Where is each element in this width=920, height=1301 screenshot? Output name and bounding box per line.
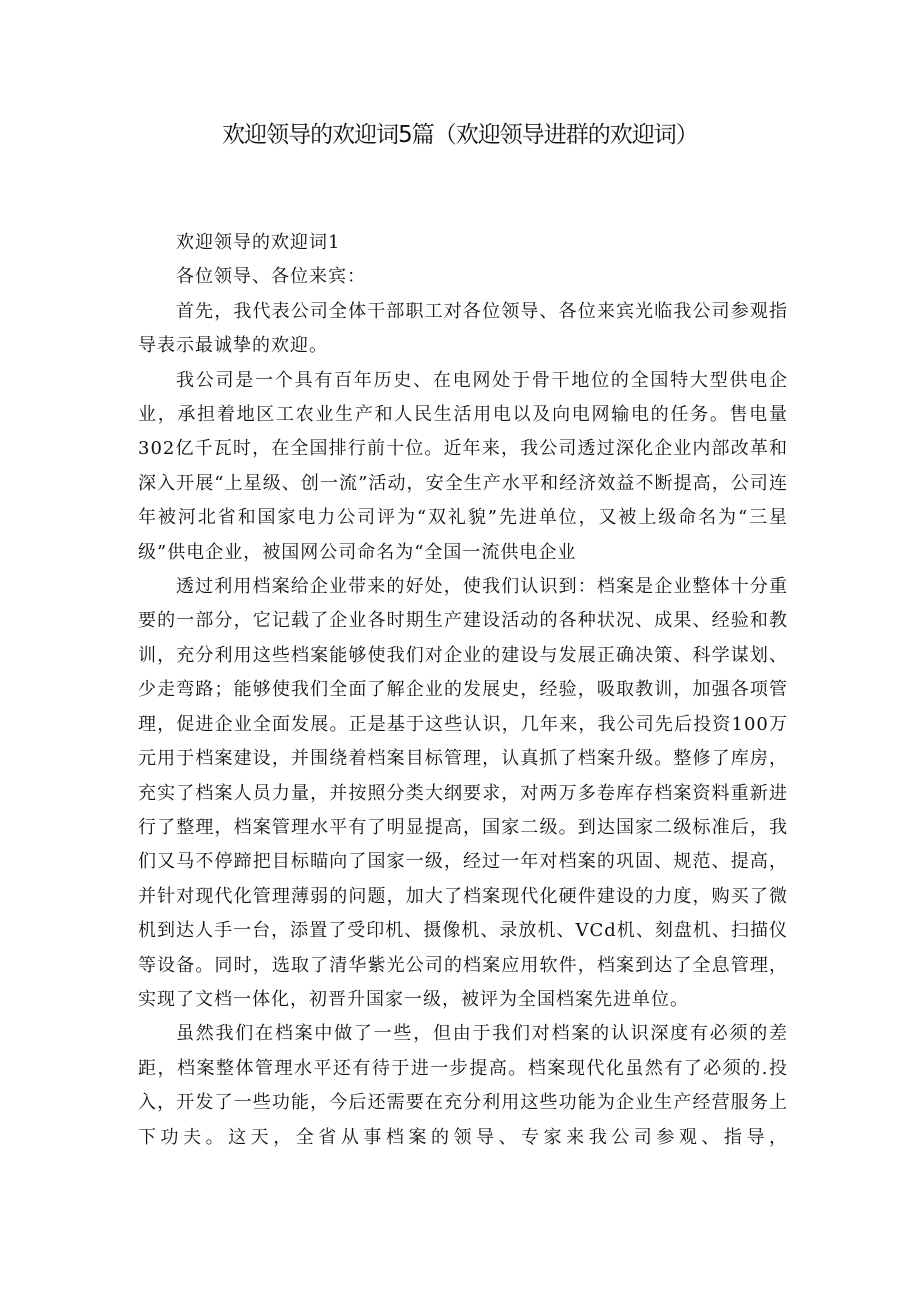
section-heading: 欢迎领导的欢迎词1 <box>176 232 341 253</box>
salutation: 各位领导、各位来宾： <box>176 266 366 288</box>
paragraph: 首先，我代表公司全体干部职工对各位领导、各位来宾光临我公司参观指导表示最诚挚的欢迎。 <box>138 300 788 357</box>
paragraph: 虽然我们在档案中做了一些，但由于我们对档案的认识深度有必须的差距，档案整体管理水平还有待于进一步提高。档案现代化虽然有了必须的.投入，开发了一些功能，今后还需要在充分利用这些功能为企业生产经营服务上下功夫。这天，全省从事档案的领导、专家来我公司参观、指导， <box>138 1023 788 1148</box>
paragraph: 透过利用档案给企业带来的好处，使我们认识到：档案是企业整体十分重要的一部分，它记载了企业各时期生产建设活动的各种状况、成果、经验和教训，充分利用这些档案能够使我们对企业的建设与发展正确决策、科学谋划、少走弯路；能够使我们全面了解企业的发展史，经验，吸取教训，加强各项管理，促进企业全面发展。正是基于这些认识，几年来，我公司先后投资100万元用于档案建设，并围绕着档案目标管理，认真抓了档案升级。整修了库房，充实了档案人员力量，并按照分类大纲要求，对两万多卷库存档案资料重新进行了整理，档案管理水平有了明显提高，国家二级。到达国家二级标准后，我们又马不停蹄把目标瞄向了国家一级，经过一年对档案的巩固、规范、提高，并针对现代化管理薄弱的问题，加大了档案现代化硬件建设的力度，购买了微机到达人手一台，添置了受印机、摄像机、录放机、VCd机、刻盘机、扫描仪等设备。同时，选取了清华紫光公司的档案应用软件，档案到达了全息管理，实现了文档一体化，初晋升国家一级，被评为全国档案先进单位。 <box>138 576 788 1010</box>
document-title: 欢迎领导的欢迎词5篇（欢迎领导进群的欢迎词） <box>222 122 698 148</box>
document-body <box>138 226 788 1155</box>
paragraph: 我公司是一个具有百年历史、在电网处于骨干地位的全国特大型供电企业，承担着地区工农业生产和人民生活用电以及向电网输电的任务。售电量302亿千瓦时，在全国排行前十位。近年来，我公司透过深化企业内部改革和深入开展“上星级、创一流”活动，安全生产水平和经济效益不断提高，公司连年被河北省和国家电力公司评为“双礼貌”先进单位，又被上级命名为“三星级”供电企业，被国网公司命名为“全国一流供电企业 <box>138 369 788 563</box>
